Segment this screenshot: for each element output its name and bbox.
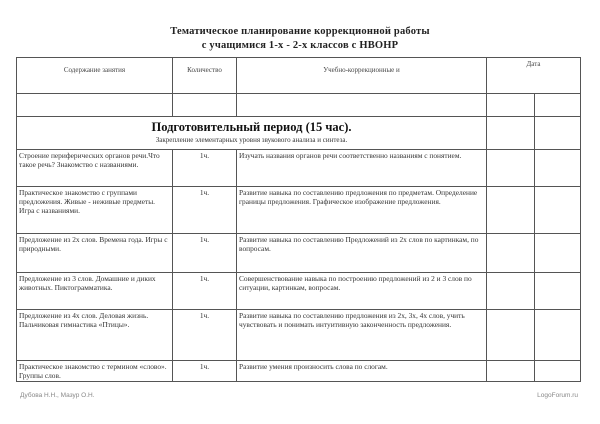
table-row: [17, 187, 581, 234]
row-quantity: 1ч.: [173, 187, 237, 234]
table-row: [17, 150, 581, 187]
planning-table: [16, 57, 581, 382]
table-subheader-row: [17, 94, 581, 117]
row-content: Практическое знакомство с группами предложения. Живые - неживые предметы. Игра с названиями.: [17, 187, 173, 234]
row-goals: Изучать названия органов речи соответственно названиям с понятием.: [237, 150, 487, 187]
header-content: Содержание занятия: [17, 58, 173, 94]
row-content: Предложение из 4х слов. Деловая жизнь. Пальчиковая гимнастика «Птицы».: [17, 310, 173, 361]
row-goals: Развитие навыка по составлению предложения из 2х, 3х, 4х слов, учить чувствовать и понимать интуитивную законченность предложения.: [237, 310, 487, 361]
row-content: Предложение из 2х слов. Времена года. Игры с природными.: [17, 234, 173, 273]
table-row: [17, 310, 581, 361]
row-goals: Развитие навыка по составлению предложения по предметам. Определение границы предложения. Графическое изображение предложения.: [237, 187, 487, 234]
row-goals: Развитие умения произносить слова по слогам.: [237, 361, 487, 382]
row-quantity: 1ч.: [173, 310, 237, 361]
footer-site: LogoForum.ru: [537, 392, 578, 399]
section-title: Подготовительный период (15 час).: [151, 120, 352, 134]
table-row: [17, 234, 581, 273]
row-content: Строение периферических органов речи.Что такое речь? Знакомство с названиями.: [17, 150, 173, 187]
header-quantity: Количество: [173, 58, 237, 94]
row-goals: Совершенствование навыка по построению предложений из 2 и 3 слов по ситуации, картинкам, вопросам.: [237, 273, 487, 310]
document-title-line-2: с учащимися 1-х - 2-х классов с НВОНР: [201, 40, 399, 51]
table-row: [17, 273, 581, 310]
row-content: Предложение из 3 слов. Домашние и диких животных. Пиктограмматика.: [17, 273, 173, 310]
row-content: Практическое знакомство с термином «слово». Группы слов.: [17, 361, 173, 382]
footer-authors: Дубова Н.Н., Мазур О.Н.: [20, 392, 95, 399]
row-quantity: 1ч.: [173, 150, 237, 187]
table-row: [17, 361, 581, 382]
row-quantity: 1ч.: [173, 234, 237, 273]
header-date: Дата: [487, 58, 581, 94]
document-title-line-1: Тематическое планирование коррекционной работы: [170, 26, 430, 37]
header-goals: Учебно-коррекционные и: [237, 58, 487, 94]
row-quantity: 1ч.: [173, 361, 237, 382]
table-header-row: [17, 58, 581, 94]
row-quantity: 1ч.: [173, 273, 237, 310]
row-goals: Развитие навыка по составлению Предложений из 2х слов по картинкам, по вопросам.: [237, 234, 487, 273]
section-subtitle: Закрепление элементарных уровня звукового анализа и синтеза.: [155, 136, 348, 144]
section-row: [17, 117, 581, 150]
